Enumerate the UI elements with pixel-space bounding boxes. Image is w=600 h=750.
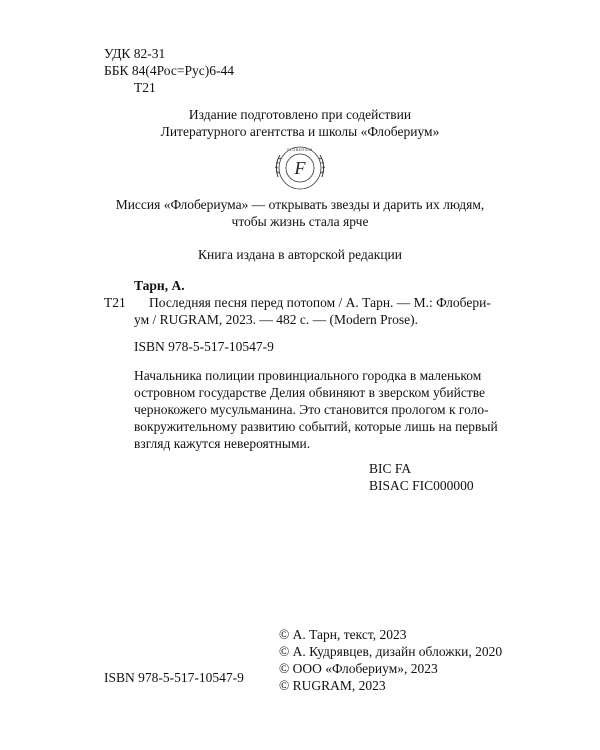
mission-line-2: чтобы жизнь стала ярче (231, 214, 369, 229)
annotation-line-4: вокружительному развитию событий, которые лишь на первый (134, 419, 498, 434)
bic-code: BIC FA (369, 461, 412, 476)
copyright-line-3: © ООО «Флобериум», 2023 (279, 661, 438, 676)
edition-note: Книга издана в авторской редакции (198, 247, 402, 262)
floberium-emblem-icon (270, 143, 330, 193)
isbn-footer: ISBN 978-5-517-10547-9 (104, 670, 244, 685)
udk-code: УДК 82-31 (104, 46, 166, 61)
copyright-line-4: © RUGRAM, 2023 (279, 678, 386, 693)
bib-line-1: Последняя песня перед потопом / А. Тарн. — М.: Флобери- (149, 295, 491, 310)
mission-line-1: Миссия «Флобериума» — открывать звезды и дарить их людям, (115, 197, 485, 212)
logo-letter: F (294, 158, 306, 178)
copyright-line-1: © А. Тарн, текст, 2023 (279, 627, 407, 642)
bib-mark: Т21 (104, 295, 126, 310)
bisac-code: BISAC FIC000000 (369, 478, 474, 493)
annotation-line-5: взгляд кажутся невероятными. (134, 436, 311, 451)
annotation-line-2: островном государстве Делия обвиняют в зверском убийстве (134, 385, 486, 400)
support-line-2: Литературного агентства и школы «Флобериум» (160, 124, 440, 139)
bbk-code: ББК 84(4Рос=Рус)6-44 (104, 63, 234, 78)
copyright-line-2: © А. Кудрявцев, дизайн обложки, 2020 (279, 644, 503, 659)
author-mark: Т21 (134, 80, 156, 95)
bib-line-2: ум / RUGRAM, 2023. — 482 с. — (Modern Prose). (134, 312, 418, 327)
support-line-1: Издание подготовлено при содействии (188, 107, 412, 122)
bib-author: Тарн, А. (134, 278, 185, 293)
annotation-line-1: Начальника полиции провинциального городка в маленьком (134, 368, 482, 383)
logo-ring-text: FLOBERIUM (287, 148, 313, 152)
annotation-line-3: чернокожего мусульманина. Это становится прологом к голо- (134, 402, 489, 417)
isbn-main: ISBN 978-5-517-10547-9 (134, 339, 274, 354)
